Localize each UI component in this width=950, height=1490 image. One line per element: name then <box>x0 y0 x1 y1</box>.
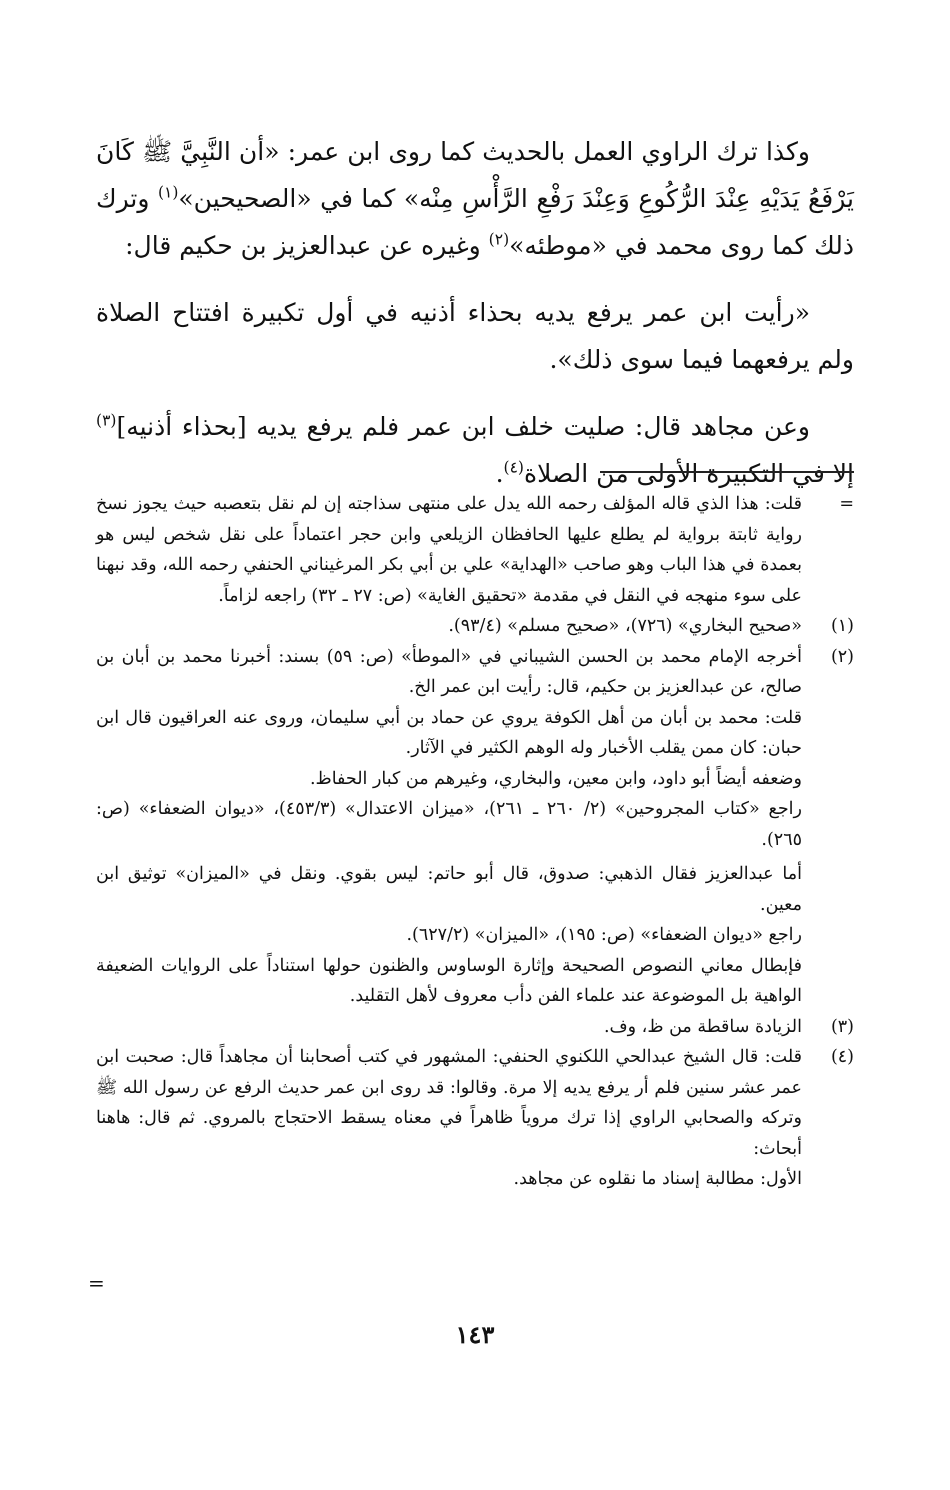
footnote-line: راجع «ديوان الضعفاء» (ص: ١٩٥)، «الميزان» (٦٢٧/٢). <box>406 925 802 945</box>
footnote-line: أما عبدالعزيز فقال الذهبي: صدوق، قال أبو حاتم: ليس بقوي. ونقل في «الميزان» توثيق ابن معين. <box>96 864 802 915</box>
footnote-ref-4[interactable]: (٤) <box>503 458 524 477</box>
footnote-divider <box>600 471 854 473</box>
footnote-3 <box>96 1012 854 1043</box>
page-number: ١٤٣ <box>455 1320 495 1349</box>
main-text-run: وعن مجاهد قال: صليت خلف ابن عمر فلم يرفع يديه [بحذاء أذنيه] <box>116 412 810 441</box>
footnote-line: قلت: هذا الذي قاله المؤلف رحمه الله يدل على منتهى سذاجته إن لم نقل بتعصبه حيث يجوز نسخ رواية ثابتة برواية لم يطلع عليها الحافظان الزيلعي وابن حجر اعتماداً على نقل شخص ليس هو بعمدة في هذا الباب وهو صاحب «الهداية» علي بن أبي بكر المرغيناني الحنفي رحمه الله، وقد نبهنا على سوء منهجه في النقل في مقدمة «تحقيق الغاية» (ص: ٢٧ ـ ٣٢) راجعه لزاماً. <box>96 494 802 606</box>
main-text-run: وغيره عن عبدالعزيز بن حكيم قال: <box>125 231 489 260</box>
main-text-run: وكذا ترك الراوي العمل بالحديث كما روى ابن عمر: «أن النَّبِيَّ ﷺ كَانَ يَرْفَعُ يَدَيْهِ عِنْدَ الرُّكُوعِ وَعِنْدَ رَفْعِ الرَّأْسِ مِنْه» كما في «الصحيحين» <box>96 137 854 213</box>
main-paragraph-3 <box>96 403 854 497</box>
footnote-1 <box>96 611 854 642</box>
footnote-number: (١) <box>830 616 854 636</box>
footnote-line: «صحيح البخاري» (٧٢٦)، «صحيح مسلم» (٩٣/٤). <box>448 616 802 636</box>
footnote-line: فإبطال معاني النصوص الصحيحة وإثارة الوساوس والظنون حولها استناداً على الروايات الضعيفة الواهية بل الموضوعة عند علماء الفن دأب معروف لأهل التقليد. <box>96 955 802 1006</box>
footnote-line: أخرجه الإمام محمد بن الحسن الشيباني في «الموطأ» (ص: ٥٩) بسند: أخبرنا محمد بن أبان بن صالح، عن عبدالعزيز بن حكيم، قال: رأيت ابن عمر الخ. <box>96 646 802 697</box>
continuation-mark: = <box>839 494 854 514</box>
quote-text: «رأيت ابن عمر يرفع يديه بحذاء أذنيه في أول تكبيرة افتتاح الصلاة ولم يرفعهما فيما سوى ذلك». <box>96 298 854 374</box>
footnote-continued <box>96 489 854 611</box>
footnote-4 <box>96 1042 854 1195</box>
footnote-line: وضعفه أيضاً أبو داود، وابن معين، والبخاري، وغيرهم من كبار الحفاظ. <box>309 768 802 789</box>
footnote-number: (٣) <box>830 1016 854 1037</box>
footnote-2 <box>96 642 854 1012</box>
footnote-ref-2[interactable]: (٢) <box>488 230 510 249</box>
footnote-line: راجع «كتاب المجروحين» (٢/ ٢٦٠ ـ ٢٦١)، «ميزان الاعتدال» (٤٥٣/٣)، «ديوان الضعفاء» (ص: ٢٦٥). <box>96 799 802 850</box>
footnote-number: (٤) <box>830 1047 854 1067</box>
footnote-line: قلت: قال الشيخ عبدالحي اللكنوي الحنفي: المشهور في كتب أصحابنا أن مجاهداً قال: صحبت ابن عمر عشر سنين فلم أر يرفع يديه إلا مرة. وقالوا: قد روى ابن عمر حديث الرفع عن رسول الله ﷺ وتركه والصحابي الراوي إذا ترك مروياً ظاهراً في معناه يسقط الاحتجاج بالمروي. ثم قال: هاهنا أبحاث: <box>96 1047 802 1159</box>
main-text-run: . <box>495 459 504 488</box>
footnote-ref-3[interactable]: (٣) <box>96 411 117 430</box>
main-text-run: إلا في التكبيرة الأولى من الصلاة <box>523 459 854 488</box>
footnote-ref-1[interactable]: (١) <box>157 183 179 202</box>
footnote-line: الزيادة ساقطة من ظ، وف. <box>603 1016 802 1037</box>
footnotes <box>96 489 854 1195</box>
footnote-number: (٢) <box>830 646 854 667</box>
footnote-line: الأول: مطالبة إسناد ما نقلوه عن مجاهد. <box>513 1169 802 1189</box>
main-text-run: وترك ذلك كما روى محمد في «موطئه» <box>96 184 854 260</box>
main-paragraph-1 <box>96 128 854 269</box>
continuation-mark-end: = <box>88 1271 105 1295</box>
main-text <box>96 128 854 497</box>
footnote-line: قلت: محمد بن أبان من أهل الكوفة يروي عن حماد بن أبي سليمان، وروى عنه العراقيون قال ابن حبان: كان ممن يقلب الأخبار وله الوهم الكثير في الآثار. <box>96 707 802 758</box>
main-paragraph-2 <box>96 289 854 383</box>
